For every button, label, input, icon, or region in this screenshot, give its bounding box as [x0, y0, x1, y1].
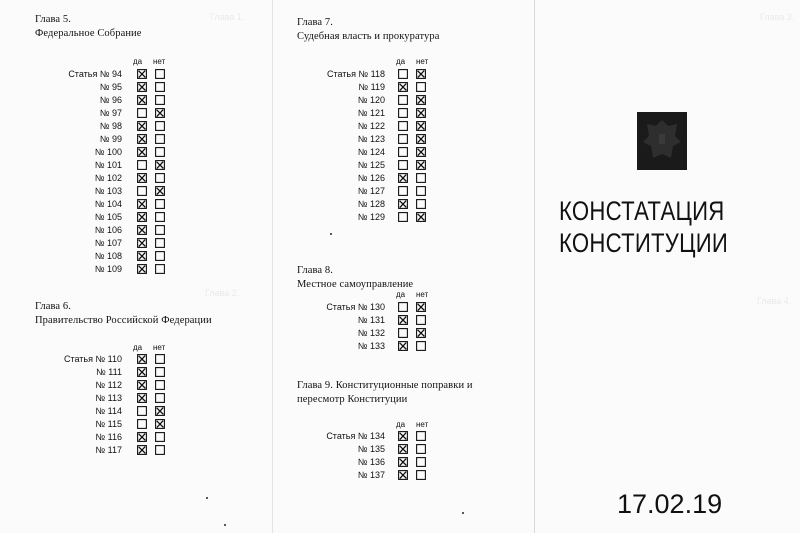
yes-label: да [133, 57, 143, 66]
chapter-7-title [297, 16, 440, 44]
article-label: № 125 [357, 160, 385, 170]
article-label: № 109 [94, 264, 122, 274]
yes-checkbox[interactable] [137, 406, 147, 416]
no-checkbox[interactable] [416, 199, 426, 209]
no-checkbox[interactable] [416, 470, 426, 480]
document-date: 17.02.19 [617, 489, 723, 519]
article-label: № 133 [357, 341, 385, 351]
no-checkbox[interactable] [155, 367, 165, 377]
yes-label: да [133, 343, 143, 352]
yes-checkbox[interactable] [398, 444, 408, 454]
yes-checkbox[interactable] [137, 367, 147, 377]
yes-checkbox[interactable] [137, 354, 147, 364]
no-checkbox[interactable] [416, 341, 426, 351]
chapter-8-title [297, 264, 413, 292]
no-label: нет [153, 57, 166, 66]
print-speck [224, 524, 226, 526]
yes-checkbox[interactable] [398, 470, 408, 480]
no-checkbox[interactable] [416, 134, 426, 144]
article-label: № 100 [94, 147, 122, 157]
yes-checkbox[interactable] [398, 69, 408, 79]
yes-label: да [396, 57, 406, 66]
chapter-9-title [297, 379, 473, 407]
no-checkbox[interactable] [155, 380, 165, 390]
no-checkbox[interactable] [416, 147, 426, 157]
article-label: № 96 [99, 95, 122, 105]
article-label: № 135 [357, 444, 385, 454]
article-label: № 105 [94, 212, 122, 222]
yes-checkbox[interactable] [398, 121, 408, 131]
no-checkbox[interactable] [416, 328, 426, 338]
no-label: нет [416, 57, 429, 66]
article-label: Статья № 94 [68, 69, 122, 79]
yes-checkbox[interactable] [398, 199, 408, 209]
no-checkbox[interactable] [155, 251, 165, 261]
chapter-9-name-line1: Конституционные поправки и [335, 380, 473, 391]
fold-line [534, 0, 535, 533]
yes-checkbox[interactable] [398, 212, 408, 222]
article-label: Статья № 118 [326, 69, 385, 79]
chapter-8-number: Глава 8. [297, 265, 333, 276]
no-checkbox[interactable] [416, 431, 426, 441]
no-checkbox[interactable] [155, 225, 165, 235]
yes-checkbox[interactable] [398, 173, 408, 183]
no-checkbox[interactable] [155, 264, 165, 274]
yes-checkbox[interactable] [398, 341, 408, 351]
article-label: № 126 [357, 173, 385, 183]
article-label: № 129 [357, 212, 385, 222]
no-checkbox[interactable] [416, 457, 426, 467]
article-label: № 132 [357, 328, 385, 338]
yes-checkbox[interactable] [137, 225, 147, 235]
yes-checkbox[interactable] [137, 264, 147, 274]
article-label: № 108 [94, 251, 122, 261]
article-label: № 128 [357, 199, 385, 209]
reverse-side-text: Глава 2. [205, 288, 240, 298]
article-label: № 122 [357, 121, 385, 131]
article-label: № 137 [357, 470, 385, 480]
article-label: № 113 [95, 393, 122, 403]
reverse-side-text: Глава 1. [210, 12, 245, 22]
no-checkbox[interactable] [416, 160, 426, 170]
article-label: № 123 [357, 134, 385, 144]
yes-label: да [396, 420, 406, 429]
yes-checkbox[interactable] [137, 251, 147, 261]
no-checkbox[interactable] [155, 354, 165, 364]
no-checkbox[interactable] [416, 69, 426, 79]
yes-checkbox[interactable] [398, 328, 408, 338]
no-checkbox[interactable] [416, 315, 426, 325]
no-checkbox[interactable] [416, 444, 426, 454]
yes-checkbox[interactable] [398, 134, 408, 144]
title-line-2: КОНСТИТУЦИИ [559, 228, 729, 258]
no-checkbox[interactable] [416, 82, 426, 92]
no-checkbox[interactable] [155, 419, 165, 429]
article-label: № 99 [99, 134, 122, 144]
article-label: № 127 [357, 186, 385, 196]
article-label: № 136 [357, 457, 385, 467]
yes-label: да [396, 290, 406, 299]
yes-checkbox[interactable] [398, 457, 408, 467]
article-label: № 102 [94, 173, 122, 183]
article-label: № 97 [99, 108, 122, 118]
article-label: № 107 [94, 238, 122, 248]
yes-checkbox[interactable] [137, 238, 147, 248]
yes-checkbox[interactable] [398, 82, 408, 92]
coat-of-arms-emblem [637, 112, 687, 170]
chapter-6-name: Правительство Российской Федерации [35, 315, 212, 326]
chapter-7-name: Судебная власть и прокуратура [297, 31, 440, 42]
no-checkbox[interactable] [416, 173, 426, 183]
article-label: Статья № 110 [63, 354, 122, 364]
reverse-side-text: Глава 3. [760, 12, 795, 22]
chapter-7-number: Глава 7. [297, 17, 333, 28]
chapter-5-number: Глава 5. [35, 14, 71, 25]
article-label: № 115 [95, 419, 122, 429]
yes-checkbox[interactable] [398, 186, 408, 196]
article-label: № 106 [94, 225, 122, 235]
no-checkbox[interactable] [416, 121, 426, 131]
article-label: № 112 [95, 380, 122, 390]
print-speck [206, 497, 208, 499]
article-label: Статья № 134 [326, 431, 385, 441]
yes-checkbox[interactable] [398, 315, 408, 325]
print-speck [462, 512, 464, 514]
no-checkbox[interactable] [155, 393, 165, 403]
yes-checkbox[interactable] [137, 380, 147, 390]
article-label: № 120 [357, 95, 385, 105]
article-label: Статья № 130 [326, 302, 385, 312]
no-label: нет [153, 343, 166, 352]
chapter-5-title [35, 13, 142, 41]
article-label: № 103 [94, 186, 122, 196]
no-checkbox[interactable] [155, 238, 165, 248]
print-speck [330, 233, 332, 235]
article-label: № 98 [99, 121, 122, 131]
chapter-9-name-line2: пересмотр Конституции [297, 394, 408, 405]
no-label: нет [416, 290, 429, 299]
article-label: № 117 [95, 445, 122, 455]
no-checkbox[interactable] [416, 108, 426, 118]
yes-checkbox[interactable] [137, 393, 147, 403]
article-label: № 101 [94, 160, 122, 170]
yes-checkbox[interactable] [398, 108, 408, 118]
yes-checkbox[interactable] [398, 95, 408, 105]
article-label: № 121 [357, 108, 385, 118]
yes-checkbox[interactable] [398, 302, 408, 312]
no-checkbox[interactable] [416, 95, 426, 105]
yes-checkbox[interactable] [137, 419, 147, 429]
article-label: № 95 [99, 82, 122, 92]
article-label: № 119 [358, 82, 385, 92]
chapter-6-number: Глава 6. [35, 301, 71, 312]
article-label: № 114 [95, 406, 122, 416]
article-label: № 131 [357, 315, 385, 325]
no-checkbox[interactable] [416, 302, 426, 312]
title-line-1: КОНСТАТАЦИЯ [559, 196, 725, 226]
no-label: нет [416, 420, 429, 429]
document-title [559, 195, 728, 259]
yes-checkbox[interactable] [398, 147, 408, 157]
no-checkbox[interactable] [155, 406, 165, 416]
chapter-8-name: Местное самоуправление [297, 279, 414, 290]
article-label: № 124 [357, 147, 385, 157]
chapter-5-name: Федеральное Собрание [35, 28, 142, 39]
chapter-9-number-and-name-line1: Глава 9. [297, 380, 333, 391]
yes-checkbox[interactable] [398, 431, 408, 441]
no-checkbox[interactable] [416, 212, 426, 222]
no-checkbox[interactable] [416, 186, 426, 196]
yes-checkbox[interactable] [398, 160, 408, 170]
article-label: № 111 [96, 367, 122, 377]
reverse-side-text: Глава 4. [757, 296, 792, 306]
article-label: № 104 [94, 199, 122, 209]
article-label: № 116 [95, 432, 122, 442]
